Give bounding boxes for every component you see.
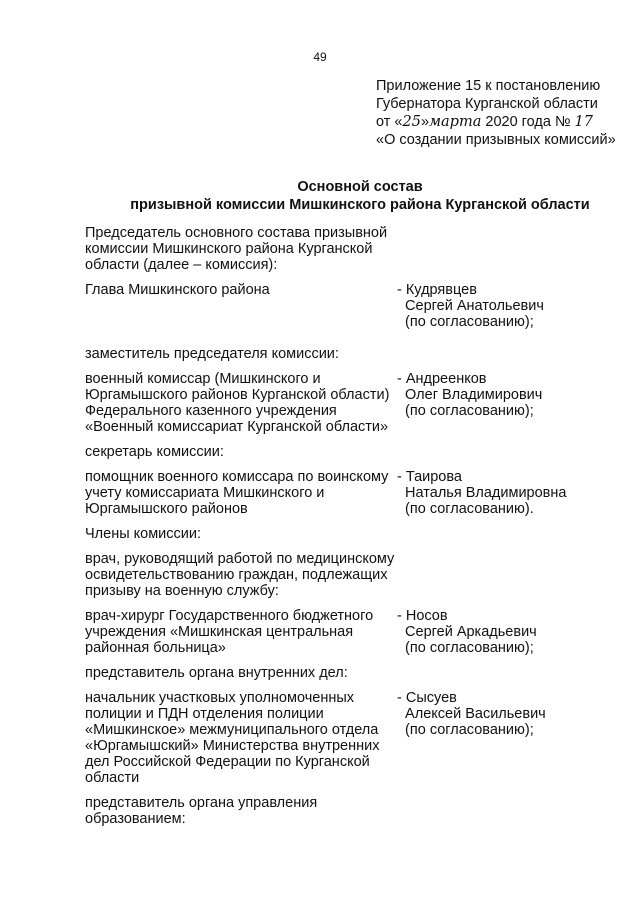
position-description	[85, 690, 395, 786]
handwritten-number: 17	[574, 114, 593, 130]
position-line: Федерального казенного учреждения	[85, 403, 337, 419]
header-line-2: Губернатора Курганской области	[376, 96, 598, 112]
member-name	[395, 371, 605, 435]
member-name	[395, 665, 605, 681]
commission-row	[85, 282, 605, 330]
member-name-line: - Андреенков	[397, 371, 487, 387]
position-line: Юргамышского районов	[85, 501, 248, 517]
member-name-line: Алексей Васильевич	[397, 706, 546, 722]
header-line-3	[376, 113, 626, 131]
position-line: представитель органа управления	[85, 795, 318, 811]
commission-row	[85, 690, 605, 786]
position-line: Глава Мишкинского района	[85, 282, 270, 298]
member-name-line: - Кудрявцев	[397, 282, 477, 298]
position-line: заместитель председателя комиссии:	[85, 346, 339, 362]
commission-row	[85, 551, 605, 599]
position-description	[85, 282, 395, 330]
member-name-line: (по согласованию);	[397, 403, 534, 419]
position-description	[85, 795, 395, 827]
position-description	[85, 551, 395, 599]
position-description	[85, 665, 395, 681]
member-name-line: Сергей Аркадьевич	[397, 624, 537, 640]
header-year: 2020 года №	[481, 114, 575, 130]
position-line: области (далее – комиссия):	[85, 257, 278, 273]
member-name-line: (по согласованию).	[397, 501, 534, 517]
commission-row	[85, 608, 605, 656]
position-description	[85, 526, 395, 542]
position-line: учету комиссариата Мишкинского и	[85, 485, 325, 501]
header-line-1: Приложение 15 к постановлению	[376, 78, 601, 94]
member-name	[395, 526, 605, 542]
position-description	[85, 225, 395, 273]
appendix-header	[376, 77, 626, 149]
commission-row	[85, 665, 605, 681]
handwritten-day: 25	[402, 114, 421, 130]
position-line: образованием:	[85, 811, 186, 827]
handwritten-month: марта	[429, 114, 482, 130]
commission-row	[85, 444, 605, 460]
position-line: районная больница»	[85, 640, 226, 656]
position-line: врач, руководящий работой по медицинскому	[85, 551, 395, 567]
position-line: помощник военного комиссара по воинскому	[85, 469, 389, 485]
position-line: полиции и ПДН отделения полиции	[85, 706, 324, 722]
position-description	[85, 608, 395, 656]
member-name	[395, 795, 605, 827]
member-name	[395, 551, 605, 599]
member-name-line: - Сысуев	[397, 690, 457, 706]
position-description	[85, 346, 395, 362]
position-line: области	[85, 770, 140, 786]
member-name-line: - Носов	[397, 608, 448, 624]
position-line: Председатель основного состава призывной	[85, 225, 388, 241]
position-line: учреждения «Мишкинская центральная	[85, 624, 354, 640]
member-name-line: (по согласованию);	[397, 314, 534, 330]
member-name	[395, 469, 605, 517]
member-name	[395, 444, 605, 460]
title-line-2: призывной комиссии Мишкинского района Курганской области	[130, 197, 590, 213]
header-date-prefix: от «	[376, 114, 403, 130]
member-name-line: - Таирова	[397, 469, 462, 485]
commission-row	[85, 526, 605, 542]
member-name	[395, 346, 605, 362]
member-name	[395, 282, 605, 330]
position-line: «Юргамышский» Министерства внутренних	[85, 738, 380, 754]
position-line: секретарь комиссии:	[85, 444, 224, 460]
member-name	[395, 690, 605, 786]
member-name	[395, 608, 605, 656]
commission-row	[85, 371, 605, 435]
commission-list	[85, 225, 605, 836]
member-name	[395, 225, 605, 273]
position-line: дел Российской Федерации по Курганской	[85, 754, 370, 770]
member-name-line: (по согласованию);	[397, 722, 534, 738]
commission-row	[85, 795, 605, 827]
position-line: начальник участковых уполномоченных	[85, 690, 355, 706]
position-description	[85, 469, 395, 517]
member-name-line: (по согласованию);	[397, 640, 534, 656]
position-line: Члены комиссии:	[85, 526, 202, 542]
header-date-quote: »	[420, 114, 430, 130]
commission-row	[85, 469, 605, 517]
member-name-line: Олег Владимирович	[397, 387, 543, 403]
position-line: «Мишкинское» межмуниципального отдела	[85, 722, 379, 738]
position-line: «Военный комиссариат Курганской области»	[85, 419, 389, 435]
commission-row	[85, 225, 605, 273]
position-line: Юргамышского районов Курганской области)	[85, 387, 390, 403]
member-name-line: Наталья Владимировна	[397, 485, 567, 501]
position-description	[85, 371, 395, 435]
page-number: 49	[313, 50, 327, 64]
header-line-4: «О создании призывных комиссий»	[376, 132, 616, 148]
position-line: освидетельствованию граждан, подлежащих	[85, 567, 388, 583]
document-title	[60, 178, 640, 214]
position-line: призыву на военную службу:	[85, 583, 279, 599]
position-line: врач-хирург Государственного бюджетного	[85, 608, 374, 624]
commission-row	[85, 346, 605, 362]
position-line: военный комиссар (Мишкинского и	[85, 371, 321, 387]
member-name-line: Сергей Анатольевич	[397, 298, 544, 314]
position-description	[85, 444, 395, 460]
title-line-1: Основной состав	[297, 179, 423, 195]
position-line: комиссии Мишкинского района Курганской	[85, 241, 373, 257]
position-line: представитель органа внутренних дел:	[85, 665, 348, 681]
